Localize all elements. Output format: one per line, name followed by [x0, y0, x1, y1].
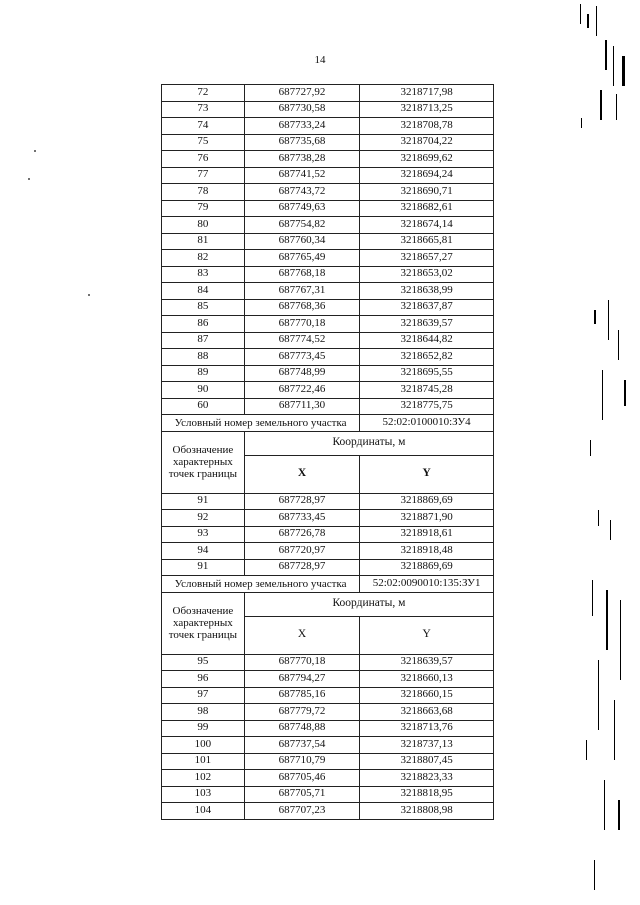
point-number: 84	[162, 283, 245, 300]
x-value: 687705,71	[244, 786, 359, 803]
point-number: 78	[162, 184, 245, 201]
x-value: 687733,24	[244, 118, 359, 135]
x-value: 687727,92	[244, 85, 359, 102]
y-value: 3218807,45	[360, 753, 494, 770]
x-value: 687770,18	[244, 654, 359, 671]
point-number: 81	[162, 233, 245, 250]
y-value: 3218708,78	[360, 118, 494, 135]
plot-number-row	[162, 576, 494, 593]
y-value: 3218657,27	[360, 250, 494, 267]
point-number: 97	[162, 687, 245, 704]
table-row	[162, 184, 494, 201]
plot-label: Условный номер земельного участка	[162, 415, 360, 432]
x-value: 687760,34	[244, 233, 359, 250]
point-header: Обозначение характерных точек границы	[162, 431, 245, 493]
table-row	[162, 770, 494, 787]
y-value: 3218694,24	[360, 167, 494, 184]
y-value: 3218823,33	[360, 770, 494, 787]
point-number: 96	[162, 671, 245, 688]
x-value: 687741,52	[244, 167, 359, 184]
point-number: 90	[162, 382, 245, 399]
point-number: 85	[162, 299, 245, 316]
plot-number: 52:02:0100010:ЗУ4	[360, 415, 494, 432]
y-value: 3218704,22	[360, 134, 494, 151]
table-row	[162, 349, 494, 366]
x-value: 687728,97	[244, 493, 359, 510]
point-number: 82	[162, 250, 245, 267]
plot-zu1-section	[162, 576, 494, 655]
table-row	[162, 704, 494, 721]
table-row	[162, 559, 494, 576]
point-number: 94	[162, 543, 245, 560]
point-number: 89	[162, 365, 245, 382]
point-number: 93	[162, 526, 245, 543]
scan-edge-artifact	[578, 0, 638, 905]
y-value: 3218638,99	[360, 283, 494, 300]
table-row	[162, 382, 494, 399]
x-value: 687754,82	[244, 217, 359, 234]
y-value: 3218775,75	[360, 398, 494, 415]
x-value: 687779,72	[244, 704, 359, 721]
y-value: 3218918,61	[360, 526, 494, 543]
table-row	[162, 233, 494, 250]
x-value: 687773,45	[244, 349, 359, 366]
y-value: 3218690,71	[360, 184, 494, 201]
x-value: 687705,46	[244, 770, 359, 787]
point-number: 79	[162, 200, 245, 217]
y-value: 3218717,98	[360, 85, 494, 102]
x-value: 687748,88	[244, 720, 359, 737]
table-row	[162, 720, 494, 737]
x-header: X	[244, 616, 359, 654]
point-number: 75	[162, 134, 245, 151]
scan-speck	[34, 150, 36, 152]
page-number: 14	[314, 54, 326, 66]
header-row	[162, 592, 494, 616]
x-value: 687720,97	[244, 543, 359, 560]
y-value: 3218818,95	[360, 786, 494, 803]
x-value: 687770,18	[244, 316, 359, 333]
y-value: 3218639,57	[360, 654, 494, 671]
y-header: Y	[360, 455, 494, 493]
y-value: 3218918,48	[360, 543, 494, 560]
table-row	[162, 299, 494, 316]
y-value: 3218660,15	[360, 687, 494, 704]
scan-speck	[88, 294, 90, 296]
table-row	[162, 398, 494, 415]
point-number: 104	[162, 803, 245, 820]
point-number: 95	[162, 654, 245, 671]
x-value: 687768,18	[244, 266, 359, 283]
table-row	[162, 786, 494, 803]
point-number: 92	[162, 510, 245, 527]
x-value: 687749,63	[244, 200, 359, 217]
point-number: 98	[162, 704, 245, 721]
y-value: 3218663,68	[360, 704, 494, 721]
point-number: 91	[162, 559, 245, 576]
table-row	[162, 654, 494, 671]
point-number: 87	[162, 332, 245, 349]
x-value: 687737,54	[244, 737, 359, 754]
x-value: 687738,28	[244, 151, 359, 168]
point-number: 88	[162, 349, 245, 366]
point-number: 72	[162, 85, 245, 102]
y-value: 3218713,76	[360, 720, 494, 737]
table-row	[162, 283, 494, 300]
x-value: 687774,52	[244, 332, 359, 349]
point-header: Обозначение характерных точек границы	[162, 592, 245, 654]
point-number: 76	[162, 151, 245, 168]
point-number: 91	[162, 493, 245, 510]
plot-zu4-section	[162, 415, 494, 494]
point-number: 73	[162, 101, 245, 118]
point-number: 102	[162, 770, 245, 787]
y-value: 3218737,13	[360, 737, 494, 754]
table-row	[162, 543, 494, 560]
table-row	[162, 332, 494, 349]
x-value: 687710,79	[244, 753, 359, 770]
table-row	[162, 85, 494, 102]
y-value: 3218869,69	[360, 493, 494, 510]
table-row	[162, 526, 494, 543]
y-value: 3218637,87	[360, 299, 494, 316]
x-value: 687785,16	[244, 687, 359, 704]
table-row	[162, 266, 494, 283]
y-value: 3218665,81	[360, 233, 494, 250]
plot-zu4-points	[162, 493, 494, 576]
table-row	[162, 493, 494, 510]
y-value: 3218695,55	[360, 365, 494, 382]
table-row	[162, 200, 494, 217]
x-value: 687711,30	[244, 398, 359, 415]
y-value: 3218808,98	[360, 803, 494, 820]
point-number: 103	[162, 786, 245, 803]
x-value: 687707,23	[244, 803, 359, 820]
plot-number-row	[162, 415, 494, 432]
table-row	[162, 365, 494, 382]
point-number: 60	[162, 398, 245, 415]
point-number: 77	[162, 167, 245, 184]
table-row	[162, 737, 494, 754]
y-value: 3218682,61	[360, 200, 494, 217]
table-row	[162, 671, 494, 688]
x-value: 687722,46	[244, 382, 359, 399]
x-header: X	[244, 455, 359, 493]
table-row	[162, 510, 494, 527]
y-value: 3218713,25	[360, 101, 494, 118]
point-number: 86	[162, 316, 245, 333]
point-number: 101	[162, 753, 245, 770]
table-row	[162, 118, 494, 135]
x-value: 687765,49	[244, 250, 359, 267]
x-value: 687733,45	[244, 510, 359, 527]
x-value: 687735,68	[244, 134, 359, 151]
y-value: 3218699,62	[360, 151, 494, 168]
table-row	[162, 167, 494, 184]
coords-header: Координаты, м	[244, 431, 493, 455]
coordinates-table	[161, 84, 494, 820]
point-number: 74	[162, 118, 245, 135]
coords-header: Координаты, м	[244, 592, 493, 616]
y-value: 3218644,82	[360, 332, 494, 349]
points-section-continued	[162, 85, 494, 415]
table-row	[162, 316, 494, 333]
table-row	[162, 151, 494, 168]
x-value: 687767,31	[244, 283, 359, 300]
plot-zu1-points	[162, 654, 494, 819]
x-value: 687726,78	[244, 526, 359, 543]
table-row	[162, 803, 494, 820]
plot-label: Условный номер земельного участка	[162, 576, 360, 593]
x-value: 687794,27	[244, 671, 359, 688]
x-value: 687730,58	[244, 101, 359, 118]
y-value: 3218869,69	[360, 559, 494, 576]
header-row	[162, 431, 494, 455]
x-value: 687728,97	[244, 559, 359, 576]
table-row	[162, 217, 494, 234]
table-row	[162, 250, 494, 267]
scan-speck	[28, 178, 30, 180]
y-value: 3218652,82	[360, 349, 494, 366]
table-row	[162, 687, 494, 704]
y-value: 3218653,02	[360, 266, 494, 283]
point-number: 99	[162, 720, 245, 737]
table-row	[162, 101, 494, 118]
table-row	[162, 134, 494, 151]
y-value: 3218871,90	[360, 510, 494, 527]
point-number: 80	[162, 217, 245, 234]
x-value: 687743,72	[244, 184, 359, 201]
x-value: 687748,99	[244, 365, 359, 382]
plot-number: 52:02:0090010:135:ЗУ1	[360, 576, 494, 593]
point-number: 100	[162, 737, 245, 754]
y-value: 3218674,14	[360, 217, 494, 234]
point-number: 83	[162, 266, 245, 283]
x-value: 687768,36	[244, 299, 359, 316]
y-header: Y	[360, 616, 494, 654]
y-value: 3218660,13	[360, 671, 494, 688]
y-value: 3218745,28	[360, 382, 494, 399]
table-row	[162, 753, 494, 770]
y-value: 3218639,57	[360, 316, 494, 333]
